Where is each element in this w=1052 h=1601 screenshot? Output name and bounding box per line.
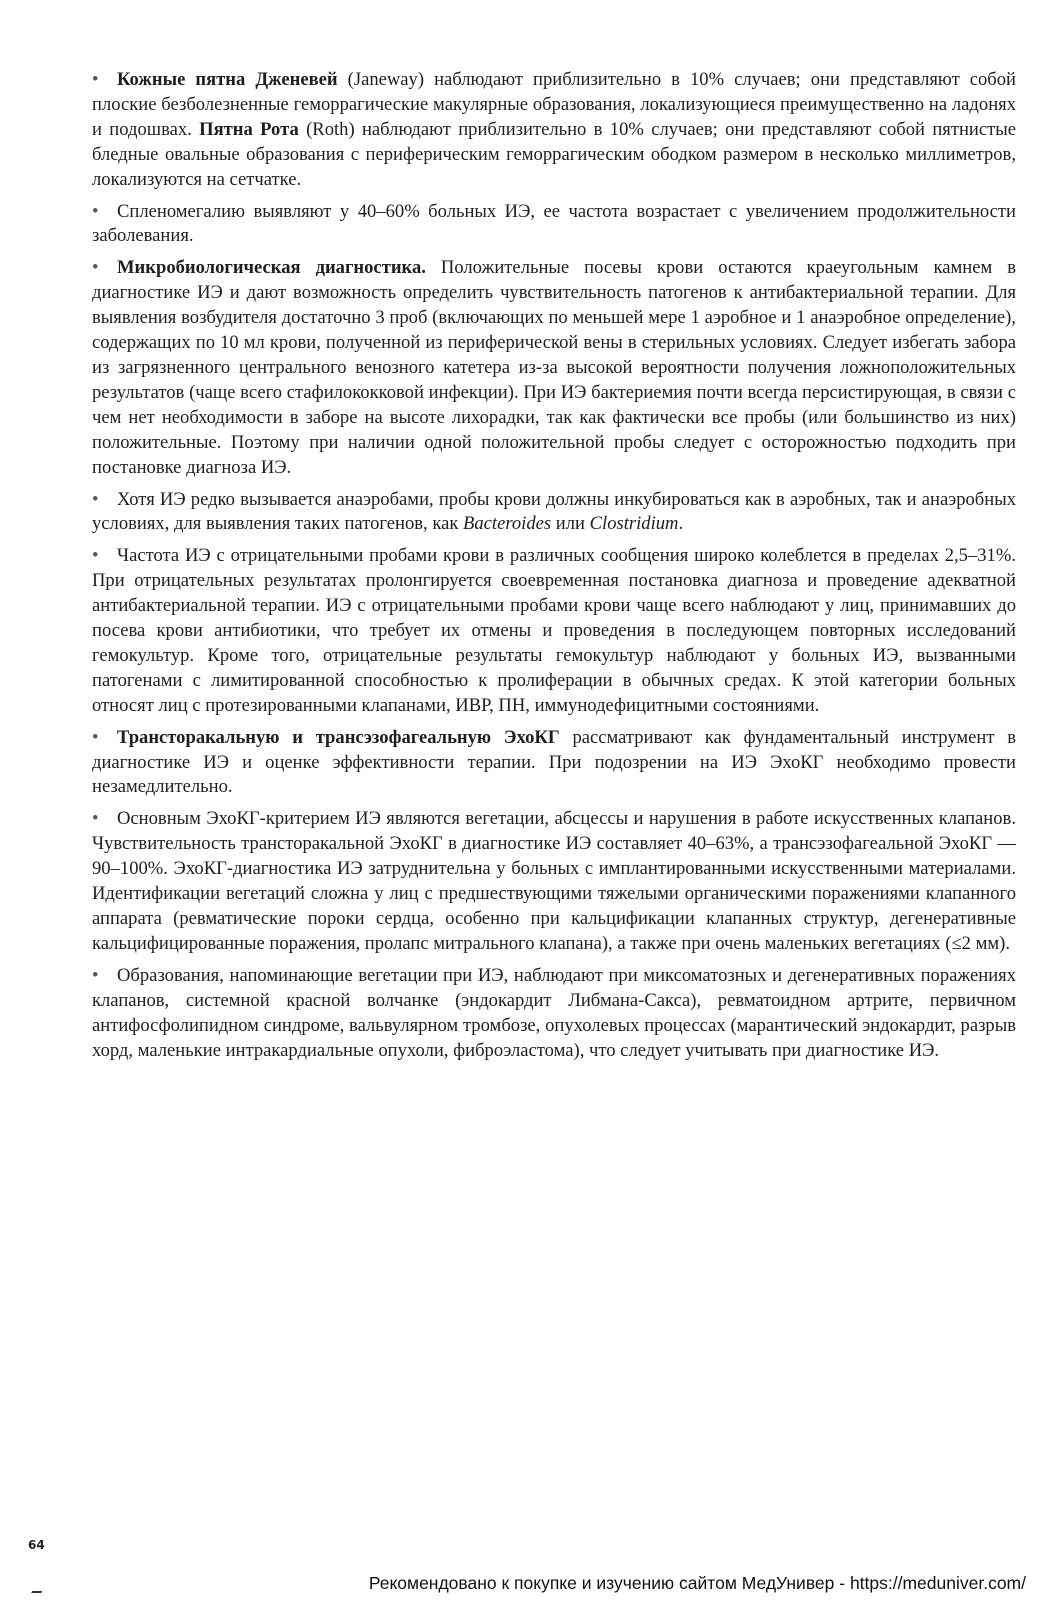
bullet-paragraph xyxy=(92,726,1016,801)
bullet-paragraph xyxy=(92,256,1016,480)
bullet-marker: • xyxy=(92,808,99,830)
paragraph-text: (Janeway) наблюдают приблизительно в 10% случаев; они представляют собой плоские безболезненные геморрагические макулярные образования, локализующиеся преимущественно на ладонях и подошвах. xyxy=(92,69,1016,140)
paragraph-text: рассматривают как фундаментальный инструмент в диагностике ИЭ и оценке эффективности терапии. При подозрении на ИЭ ЭхоКГ необходимо провести незамедлительно. xyxy=(92,726,1017,798)
paragraph-text: Спленомегалию выявляют у 40–60% больных ИЭ, ее частота возрастает с увеличением продолжительности заболевания. xyxy=(92,200,1016,247)
bullet-marker: • xyxy=(92,257,99,279)
paragraph-text: или xyxy=(551,513,590,535)
bold-term: Микробиологическая диагностика. xyxy=(117,257,426,279)
paragraph-text: Основным ЭхоКГ-критерием ИЭ являются вегетации, абсцессы и нарушения в работе искусственных клапанов. Чувствительность трансторакальной ЭхоКГ в диагностике ИЭ составляет 40–63%, а трансэзофагеальной ЭхоКГ — 90–100%. ЭхоКГ-диагностика ИЭ затруднительна у больных с имплантированными искусственными материалами. Идентификации вегетаций сложна у лиц с предшествующими тяжелыми органическими поражениями клапанного аппарата (ревматические пороки сердца, особенно при кальцификации клапанных структур, дегенеративные кальцифицированные поражения, пролапс митрального клапана), а также при очень маленьких вегетациях (≤2 мм). xyxy=(92,808,1016,954)
corner-scan-mark xyxy=(28,1591,43,1599)
paragraph-text: Положительные посевы крови остаются краеугольным камнем в диагностике ИЭ и дают возможность определить чувствительность патогенов к антибактериальной терапии. Для выявления возбудителя достаточно 3 проб (включающих по меньшей мере 1 аэробное и 1 анаэробное определение), содержащих по 10 мл крови, полученной из периферической вены в стерильных условиях. Следует избегать забора из загрязненного центрального венозного катетера из-за высокой вероятности получения ложноположительных результатов (чаще всего стафилококковой инфекции). При ИЭ бактериемия почти всегда персистирующая, в связи с чем нет необходимости в заборе на высоте лихорадки, так как фактически все пробы (или большинство из них) положительные. Поэтому при наличии одной положительной пробы следует с осторожностью подходить при постановке диагноза ИЭ. xyxy=(92,257,1016,478)
bullet-paragraph xyxy=(92,544,1016,718)
bullet-paragraph xyxy=(92,807,1016,956)
bullet-marker: • xyxy=(92,200,99,222)
paragraph-text: . xyxy=(678,513,684,535)
bullet-paragraph xyxy=(92,488,1016,538)
bullet-paragraph xyxy=(92,200,1016,250)
bold-term: Кожные пятна Дженевей xyxy=(117,69,338,90)
paragraph-text: (Roth) наблюдают приблизительно в 10% случаев; они представляют собой пятнистые бледные овальные образования с периферическим геморрагическим ободком размером в несколько миллиметров, локализуются на сетчатке. xyxy=(92,118,1016,190)
bold-term: Трансторакальную и трансэзофагеальную ЭхоКГ xyxy=(117,726,560,748)
bullet-marker: • xyxy=(92,545,99,567)
paragraph-text: Образования, напоминающие вегетации при ИЭ, наблюдают при миксоматозных и дегенеративных поражениях клапанов, системной красной волчанке (эндокардит Либмана-Сакса), ревматоидном артрите, первичном антифосфолипидном синдроме, вальвулярном тромбозе, опухолевых процессах (марантический эндокардит, разрыв хорд, маленькие интракардиальные опухоли, фиброэластома), что следует учитывать при диагностике ИЭ. xyxy=(92,964,1016,1061)
bullet-marker: • xyxy=(92,69,99,90)
italic-term: Clostridium xyxy=(589,513,679,535)
bullet-paragraph xyxy=(92,68,1016,193)
bold-term: Пятна Рота xyxy=(199,118,299,140)
bullet-paragraph xyxy=(92,964,1016,1064)
bullet-marker: • xyxy=(92,964,99,986)
bullet-marker: • xyxy=(92,726,99,748)
paragraph-text: Хотя ИЭ редко вызывается анаэробами, пробы крови должны инкубироваться как в аэробных, так и анаэробных условиях, для выявления таких патогенов, как xyxy=(92,488,1016,535)
italic-term: Bacteroides xyxy=(463,513,552,535)
paragraph-text: Частота ИЭ с отрицательными пробами крови в различных сообщения широко колеблется в пределах 2,5–31%. При отрицательных результатах пролонгируется своевременная постановка диагноза и проведение адекватной антибактериальной терапии. ИЭ с отрицательными пробами крови чаще всего наблюдают у лиц, принимавших до посева крови антибиотики, что требует их отмены и проведения в последующем повторных исследований гемокультур. Кроме того, отрицательные результаты гемокультур наблюдают у больных ИЭ, вызванными патогенами с лимитированной способностью к пролиферации в обычных средах. К этой категории больных относят лиц с протезированными клапанами, ИВР, ПН, иммунодефицитными состояниями. xyxy=(92,545,1016,716)
bullet-marker: • xyxy=(92,488,99,510)
text-column xyxy=(92,68,1016,1070)
footer-recommendation: Рекомендовано к покупке и изучению сайтом МедУнивер - https://meduniver.com/ xyxy=(368,1573,1026,1593)
page-number: 64 xyxy=(28,1538,45,1552)
